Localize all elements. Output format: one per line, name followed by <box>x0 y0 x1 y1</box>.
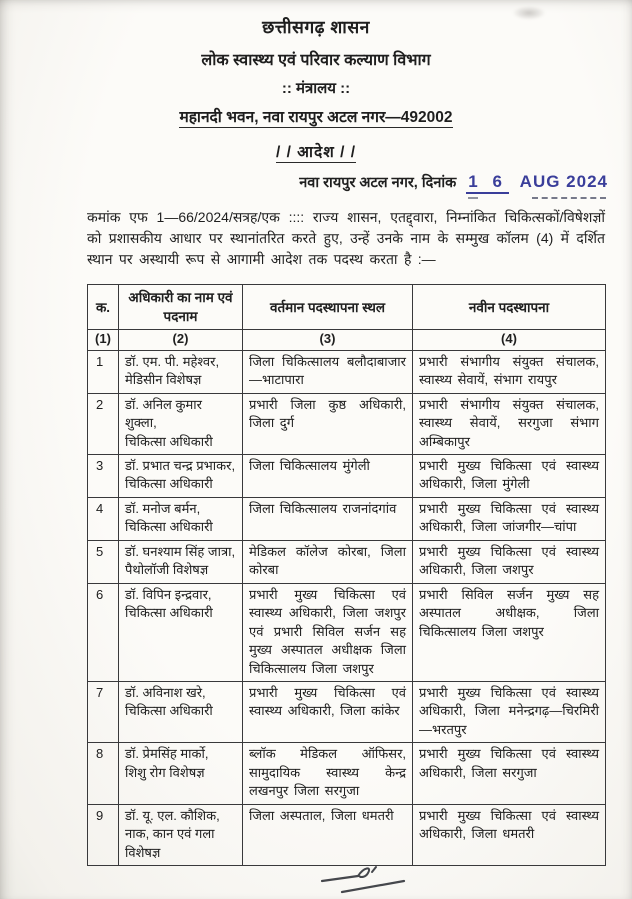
officer-post: मेडिसीन विशेषज्ञ <box>125 372 202 388</box>
cell-current-posting: ब्लॉक मेडिकल ऑफिसर, सामुदायिक स्वास्थ्य केन्द्र लखनपुर जिला सरगुजा <box>243 743 413 804</box>
cell-current-posting: जिला चिकित्सालय बलौदाबाजार—भाटापारा <box>243 350 413 393</box>
cell-new-posting: प्रभारी संभागीय संयुक्त संचालक, स्वास्थ्य सेवायें, संभाग रायपुर <box>413 350 606 393</box>
cell-current-posting: जिला अस्पताल, जिला धमतरी <box>243 804 413 865</box>
officer-post: नाक, कान एवं गला विशेषज्ञ <box>125 826 215 860</box>
officer-post: पैथोलॉजी विशेषज्ञ <box>125 562 209 578</box>
cell-current-posting: जिला चिकित्सालय मुंगेली <box>243 455 413 498</box>
cell-new-posting: प्रभारी मुख्य चिकित्सा एवं स्वास्थ्य अधिकारी, जिला धमतरी <box>413 804 606 865</box>
cell-officer <box>119 393 243 454</box>
table-row <box>88 350 606 393</box>
officer-name: डॉ. यू. एल. कौशिक, <box>125 807 220 823</box>
government-title: छत्तीसगढ़ शासन <box>262 17 370 37</box>
table-row <box>88 540 606 583</box>
transfer-table <box>87 284 606 866</box>
date-stamp-day: 1 6 <box>466 172 509 194</box>
cell-current-posting: प्रभारी जिला कुष्ठ अधिकारी, जिला दुर्ग <box>243 393 413 454</box>
column-number: (4) <box>413 330 606 350</box>
stamp-dash-marks <box>532 197 606 199</box>
table-header-row <box>88 285 606 330</box>
ministry-line: :: मंत्रालय :: <box>281 80 351 97</box>
officer-post: चिकित्सा अधिकारी <box>125 605 213 621</box>
cell-new-posting: प्रभारी मुख्य चिकित्सा एवं स्वास्थ्य अधिकारी, जिला जांजगीर—चांपा <box>413 497 606 540</box>
officer-post: चिकित्सा अधिकारी <box>125 519 213 535</box>
officer-post: चिकित्सा अधिकारी <box>125 476 213 492</box>
cell-serial: 7 <box>88 682 119 743</box>
cell-new-posting: प्रभारी मुख्य चिकित्सा एवं स्वास्थ्य अधिकारी, जिला मुंगेली <box>413 455 606 498</box>
cell-new-posting: प्रभारी मुख्य चिकित्सा एवं स्वास्थ्य अधिकारी, जिला सरगुजा <box>413 743 606 804</box>
stamp-underline-mark <box>468 197 478 199</box>
table-row <box>88 393 606 454</box>
department-title: लोक स्वास्थ्य एवं परिवार कल्याण विभाग <box>201 52 431 69</box>
order-heading-text: / / आदेश / / <box>275 144 357 161</box>
address-text: महानदी भवन, नवा रायपुर अटल नगर—492002 <box>179 109 453 126</box>
officer-name: डॉ. प्रभात चन्द्र प्रभाकर, <box>125 458 236 474</box>
table-row <box>88 455 606 498</box>
cell-officer <box>119 455 243 498</box>
cell-serial: 9 <box>88 804 119 865</box>
cell-current-posting: जिला चिकित्सालय राजनांदगांव <box>243 497 413 540</box>
cell-serial: 4 <box>88 497 119 540</box>
cell-officer <box>119 583 243 681</box>
cell-new-posting: प्रभारी मुख्य चिकित्सा एवं स्वास्थ्य अधिकारी, जिला मनेन्द्रगढ़—चिरमिरी—भरतपुर <box>413 682 606 743</box>
cell-officer <box>119 540 243 583</box>
officer-name: डॉ. अनिल कुमार शुक्ला, <box>125 396 202 431</box>
officer-post: शिशु रोग विशेषज्ञ <box>125 764 205 780</box>
cell-officer <box>119 743 243 804</box>
officer-name: डॉ. अविनाश खरे, <box>125 685 206 701</box>
cell-serial: 5 <box>88 540 119 583</box>
cell-new-posting: प्रभारी सिविल सर्जन मुख्य सह अस्पातल अधीक्षक, जिला चिकित्सालय जिला जशपुर <box>413 583 606 681</box>
table-row <box>88 743 606 804</box>
column-number: (3) <box>243 330 413 350</box>
cell-officer <box>119 804 243 865</box>
cell-officer <box>119 350 243 393</box>
address-line <box>0 105 632 127</box>
officer-name: डॉ. घनश्याम सिंह जात्रा, <box>125 543 236 559</box>
place-date-prefix: नवा रायपुर अटल नगर, दिनांक <box>299 175 457 191</box>
officer-name: डॉ. प्रेमसिंह मार्को, <box>125 746 209 762</box>
place-date-line <box>0 172 608 192</box>
cell-current-posting: प्रभारी मुख्य चिकित्सा एवं स्वास्थ्य अधिकारी, जिला जशपुर एवं प्रभारी सिविल सर्जन सह मुख्य अस्पातल अधीक्षक जिला चिकित्सालय जिला जशपुर <box>243 583 413 681</box>
cell-serial: 8 <box>88 743 119 804</box>
cell-serial: 2 <box>88 393 119 454</box>
cell-new-posting: प्रभारी मुख्य चिकित्सा एवं स्वास्थ्य अधिकारी, जिला जशपुर <box>413 540 606 583</box>
officer-name: डॉ. मनोज बर्मन, <box>125 500 201 516</box>
table-row <box>88 804 606 865</box>
cell-serial: 1 <box>88 350 119 393</box>
officer-post: चिकित्सा अधिकारी <box>125 433 213 449</box>
cell-current-posting: मेडिकल कॉलेज कोरबा, जिला कोरबा <box>243 540 413 583</box>
cell-current-posting: प्रभारी मुख्य चिकित्सा एवं स्वास्थ्य अधिकारी, जिला कांकेर <box>243 682 413 743</box>
cell-officer <box>119 497 243 540</box>
handwritten-squiggle-mark <box>318 864 414 896</box>
order-body-paragraph: कमांक एफ 1—66/2024/सत्रह/एक :::: राज्य शासन, एतद्द्वारा, निम्नांकित चिकित्सकों/विषेशज्ञों को प्रशासकीय आधार पर स्थानांतरित करते हुए, उन्हें उनके नाम के सम्मुख कॉलम (4) में दर्शित स्थान पर अस्थायी रूप से आगामी आदेश तक पदस्थ करता है :— <box>87 209 605 267</box>
column-number: (1) <box>88 330 119 350</box>
column-header-name: अधिकारी का नाम एवं पदनाम <box>119 285 243 330</box>
cell-serial: 6 <box>88 583 119 681</box>
date-stamp <box>466 172 608 192</box>
officer-name: डॉ. विपिन इन्द्रवार, <box>125 586 212 602</box>
scan-smudge-mark <box>512 6 546 20</box>
table-row <box>88 682 606 743</box>
column-header-current-posting: वर्तमान पदस्थापना स्थल <box>243 285 413 330</box>
cell-officer <box>119 682 243 743</box>
cell-new-posting: प्रभारी संभागीय संयुक्त संचालक, स्वास्थ्य सेवायें, सरगुजा संभाग अम्बिकापुर <box>413 393 606 454</box>
table-row <box>88 497 606 540</box>
column-number-row <box>88 330 606 350</box>
table-row <box>88 583 606 681</box>
column-header-serial: क. <box>88 285 119 330</box>
order-heading <box>0 140 632 162</box>
cell-serial: 3 <box>88 455 119 498</box>
column-number: (2) <box>119 330 243 350</box>
officer-post: चिकित्सा अधिकारी <box>125 703 213 719</box>
date-stamp-month-year: AUG 2024 <box>519 172 608 191</box>
column-header-new-posting: नवीन पदस्थापना <box>413 285 606 330</box>
officer-name: डॉ. एम. पी. महेश्वर, <box>125 353 220 369</box>
